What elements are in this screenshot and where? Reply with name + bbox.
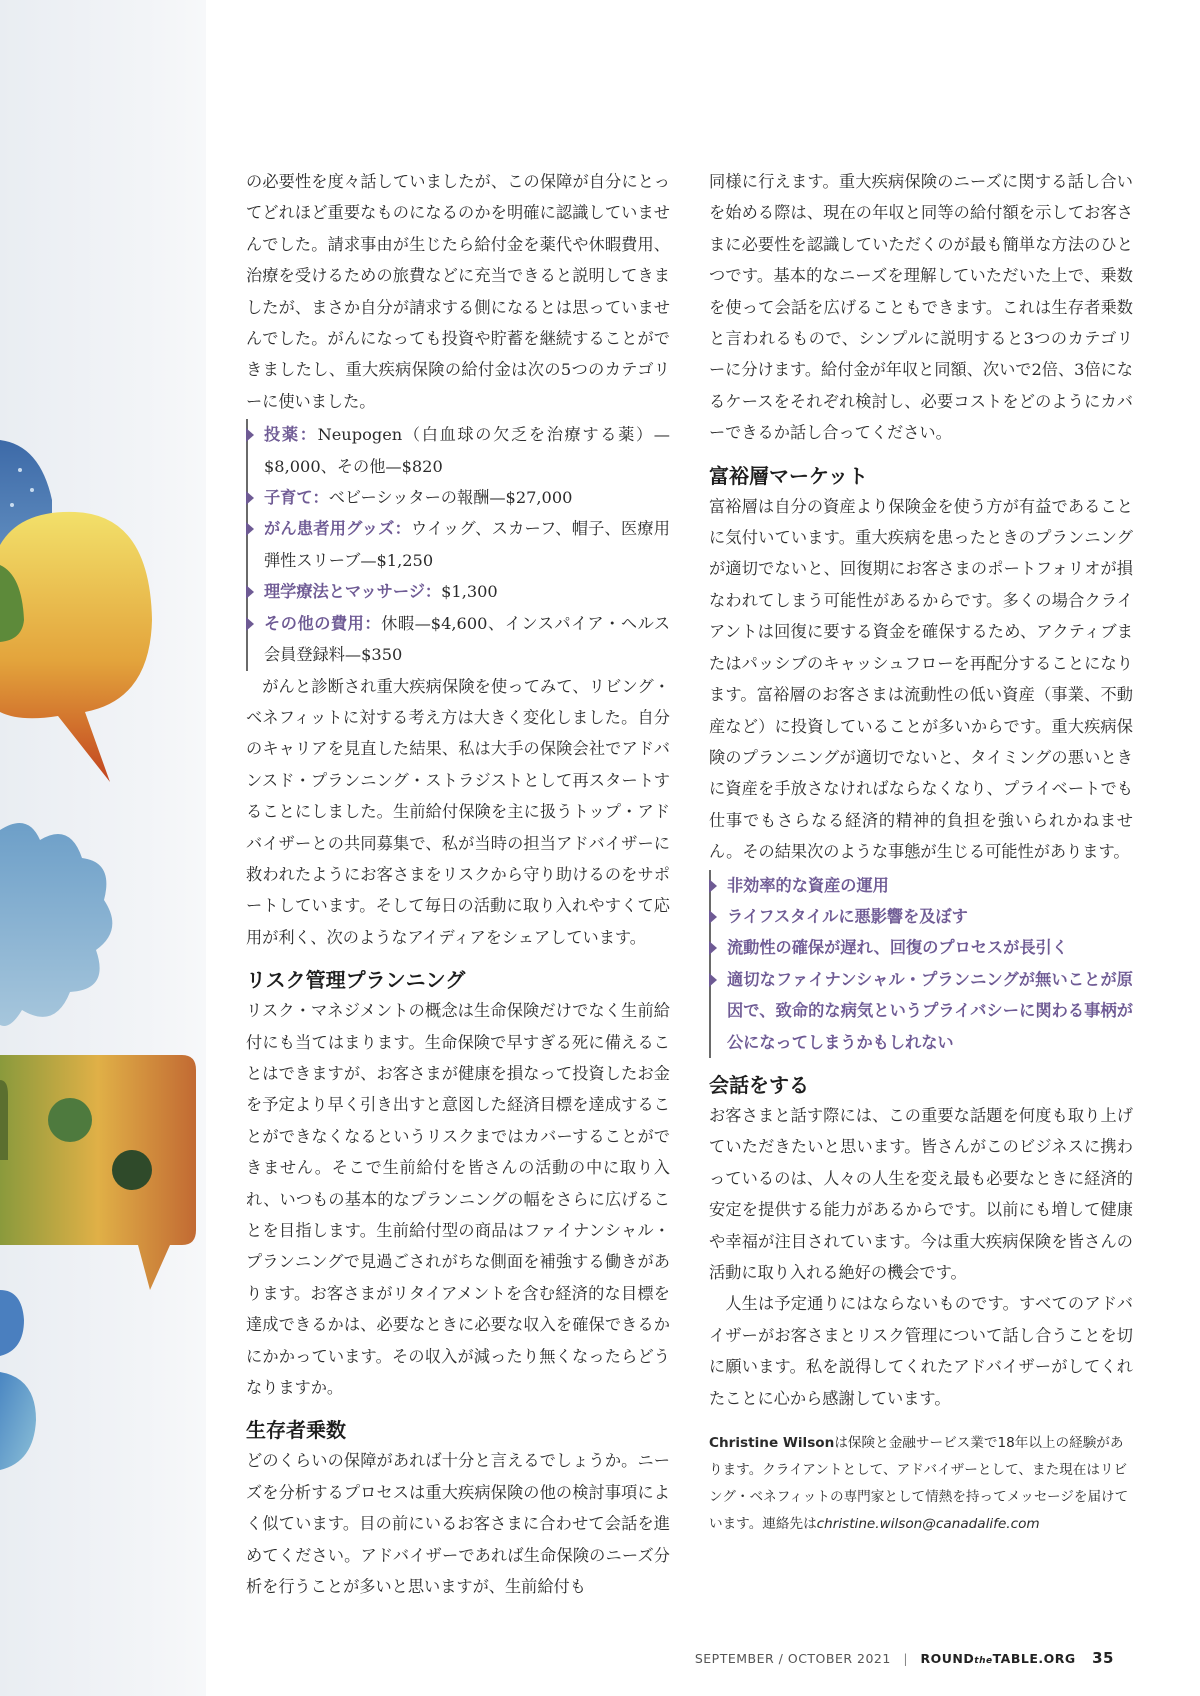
cloud-bubble-blue-icon — [0, 823, 112, 1026]
section-heading: 会話をする — [709, 1072, 809, 1097]
triangle-bullet-icon — [246, 585, 254, 599]
section-heading: リスク管理プランニング — [246, 968, 466, 993]
paragraph: がんと診断され重大疾病保険を使ってみて、リビング・ベネフィットに対する考え方は大きく変化しました。自分のキャリアを見直した結果、私は大手の保険会社でアドバンスド・プランニング・ストラジストとして再スタートすることにしました。生前給付保険を主に扱うトップ・アドバイザーとの共同募集で、私が当時の担当アドバイザーに救われたようにお客さまをリスクから守り助けるのをサポートしています。そして毎日の活動に取り入れやすくて応用が利く、次のようなアイディアをシェアしています。 — [246, 676, 670, 947]
issue-date: SEPTEMBER / OCTOBER 2021 — [694, 1651, 891, 1666]
decorative-side-panel — [0, 0, 206, 1696]
speech-bubble-gold-icon — [0, 512, 152, 782]
list-item: 非効率的な資産の運用 — [727, 870, 1133, 901]
list-item: 投薬：Neupogen（白血球の欠乏を治療する薬）—$8,000、その他—$820 — [264, 419, 670, 482]
circle-bubble-teal-icon — [0, 1290, 36, 1470]
triangle-bullet-icon — [709, 879, 717, 893]
expense-category-list — [246, 419, 670, 670]
paragraph: どのくらいの保障があれば十分と言えるでしょうか。ニーズを分析するプロセスは重大疾病保険の他の検討事項によく似ています。目の前にいるお客さまに合わせて会話を進めてください。アドバイザーであれば生命保険のニーズ分析を行うことが多いと思いますが、生前給付も — [246, 1451, 670, 1597]
triangle-bullet-icon — [709, 973, 717, 987]
footer-separator: | — [903, 1651, 909, 1666]
list-item: その他の費用：休暇—$4,600、インスパイア・ヘルス会員登録料—$350 — [264, 608, 670, 671]
article-column-right — [709, 166, 1133, 1538]
list-item: 理学療法とマッサージ：$1,300 — [264, 576, 670, 607]
paragraph: お客さまと話す際には、この重要な話題を何度も取り上げていただきたいと思います。皆さんがこのビジネスに携わっているのは、人々の人生を変え最も必要なときに経済的安定を提供する能力があるからです。以前にも増して健康や幸福が注目されています。今は重大疾病保険を皆さんの活動に取り入れる絶好の機会です。 — [709, 1105, 1133, 1282]
list-item: 適切なファイナンシャル・プランニングが無いことが原因で、致命的な病気というプライバシーに関わる事柄が公になってしまうかもしれない — [727, 964, 1133, 1058]
article-column-left — [246, 166, 670, 1602]
triangle-bullet-icon — [246, 522, 254, 536]
triangle-bullet-icon — [709, 910, 717, 924]
triangle-bullet-icon — [246, 428, 254, 442]
paragraph: 同様に行えます。重大疾病保険のニーズに関する話し合いを始める際は、現在の年収と同等の給付額を示してお客さまに必要性を認識していただくのが最も簡単な方法のひとつです。基本的なニーズを理解していただいた上で、乗数を使って会話を広げることもできます。これは生存者乗数と言われるもので、シンプルに説明すると3つのカテゴリーに分けます。給付金が年収と同額、次いで2倍、3倍になるケースをそれぞれ検討し、必要コストをどのようにカバーできるか話し合ってください。 — [709, 172, 1133, 443]
triangle-bullet-icon — [709, 941, 717, 955]
list-item: 流動性の確保が遅れ、回復のプロセスが長引く — [727, 932, 1133, 963]
page-footer — [695, 1649, 1114, 1667]
paragraph: リスク・マネジメントの概念は生命保険だけでなく生前給付にも当てはまります。生命保険で早すぎる死に備えることはできますが、お客さまが健康を損なって投資したお金を予定より早く引き出すと意図した経済目標を達成することができなくなるというリスクまではカバーすることができません。そこで生前給付を皆さんの活動の中に取り入れ、いつもの基本的なプランニングの幅をさらに広げることを目指します。生前給付型の商品はファイナンシャル・プランニングで見過ごされがちな側面を補強する働きがあります。お客さまがリタイアメントを含む経済的な目標を達成できるかは、必要なときに必要な収入を確保できるかにかかっています。その収入が減ったり無くなったらどうなりますか。 — [246, 1001, 670, 1398]
paragraph: 富裕層は自分の資産より保険金を使う方が有益であることに気付いています。重大疾病を患ったときのプランニングが適切でないと、回復期にお客さまのポートフォリオが損なわれてしまう可能性があるからです。多くの場合クライアントは回復に要する資金を確保するため、アクティブまたはパッシブのキャッシュフローを再配分することになります。富裕層のお客さまは流動性の低い資産（事業、不動産など）に投資していることが多いからです。重大疾病保険のプランニングが適切でないと、タイミングの悪いときに資産を手放さなければならなくなり、プライベートでも仕事でもさらなる経済的精神的負担を強いられかねません。その結果次のような事態が生じる可能性があります。 — [709, 496, 1133, 862]
triangle-bullet-icon — [246, 491, 254, 505]
list-item: 子育て：ベビーシッターの報酬—$27,000 — [264, 482, 670, 513]
author-bio: Christine Wilsonは保険と金融サービス業で18年以上の経験があります。クライアントとして、アドバイザーとして、また現在はリビング・ベネフィットの専門家として情熱を持ってメッセージを届けています。連絡先はchristine.wilson@canadalife.com — [709, 1435, 1129, 1533]
section-heading: 富裕層マーケット — [709, 463, 868, 488]
site-name[interactable]: ROUNDtheTABLE.ORG — [920, 1651, 1076, 1666]
list-item: ライフスタイルに悪影響を及ぼす — [727, 901, 1133, 932]
section-heading: 生存者乗数 — [246, 1418, 346, 1443]
speech-bubble-rect-icon — [0, 1055, 196, 1290]
page-number: 35 — [1092, 1649, 1114, 1667]
author-name: Christine Wilson — [709, 1435, 835, 1452]
paragraph: の必要性を度々話していましたが、この保障が自分にとってどれほど重要なものになるのかを明確に認識していませんでした。請求事由が生じたら給付金を薬代や休暇費用、治療を受けるための旅費などに充当できると説明してきましたが、まさか自分が請求する側になるとは思っていませんでした。がんになっても投資や貯蓄を継続することができましたし、重大疾病保険の給付金は次の5つのカテゴリーに使いました。 — [246, 172, 670, 411]
risk-consequence-list — [709, 870, 1133, 1058]
list-item: がん患者用グッズ：ウイッグ、スカーフ、帽子、医療用弾性スリーブ—$1,250 — [264, 513, 670, 576]
paragraph: 人生は予定通りにはならないものです。すべてのアドバイザーがお客さまとリスク管理について話し合うことを切に願います。私を説得してくれたアドバイザーがしてくれたことに心から感謝しています。 — [709, 1294, 1133, 1408]
triangle-bullet-icon — [246, 617, 254, 631]
author-email-link[interactable]: christine.wilson@canadalife.com — [816, 1516, 1040, 1533]
speech-bubbles-illustration — [0, 0, 206, 1696]
